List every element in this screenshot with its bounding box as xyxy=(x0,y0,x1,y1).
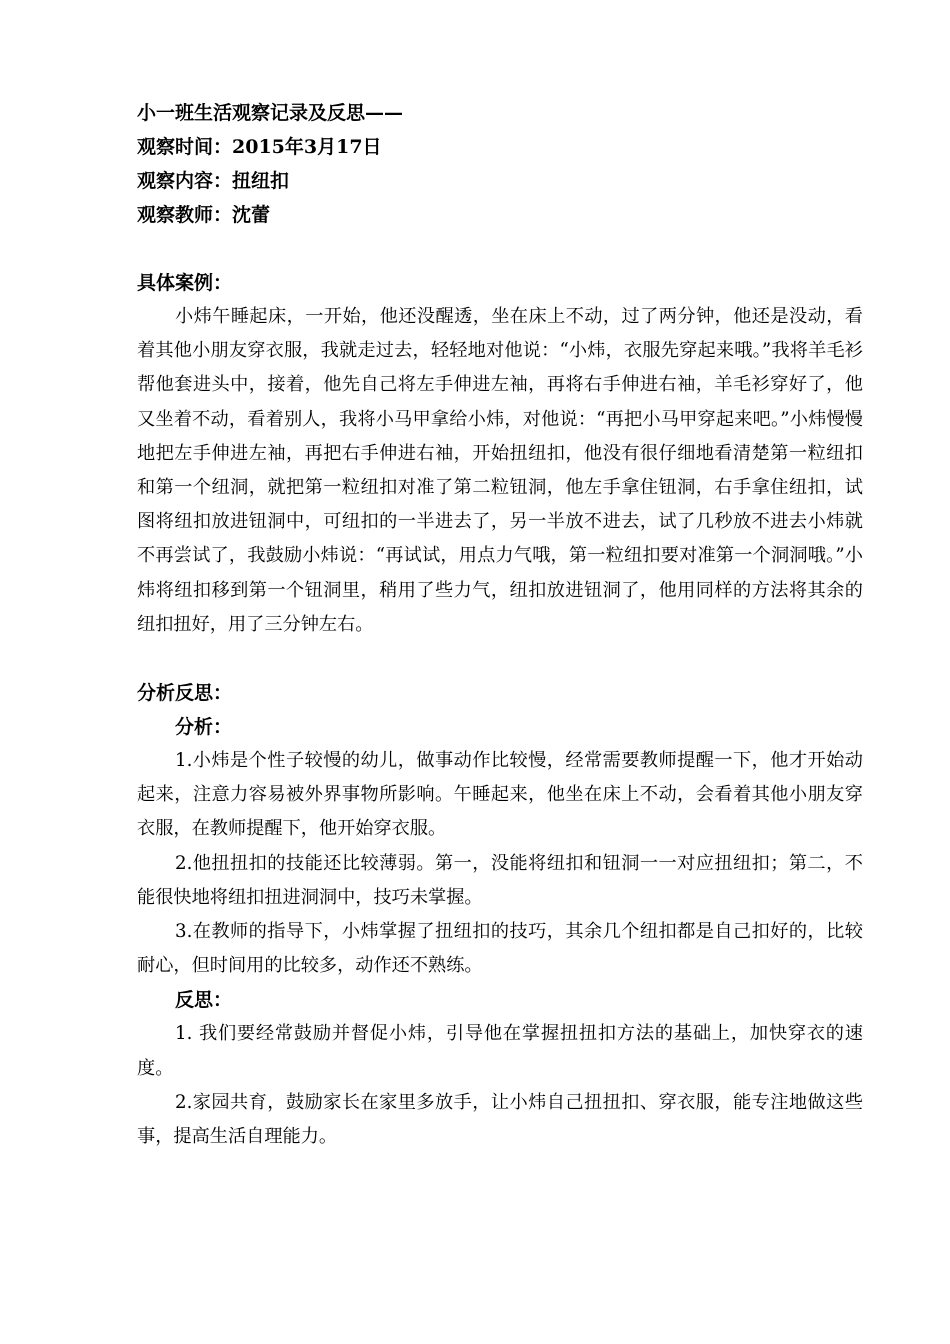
document-title: 小一班生活观察记录及反思—— xyxy=(137,102,404,124)
spacer xyxy=(137,642,863,676)
observation-time: 观察时间：2015年3月17日 xyxy=(137,136,382,158)
reflection-item: 2.家园共育，鼓励家长在家里多放手，让小炜自己扭扭扣、穿衣服，能专注地做这些事，提高生活自理能力。 xyxy=(137,1091,863,1148)
case-heading: 具体案例： xyxy=(137,272,233,294)
analysis-item: 2.他扭扭扣的技能还比较薄弱。第一，没能将纽扣和钮洞一一对应扭纽扣；第二，不能很快地将纽扣扭进洞洞中，技巧未掌握。 xyxy=(137,852,863,908)
document-content xyxy=(137,96,863,1154)
reflection-item: 1. 我们要经常鼓励并督促小炜，引导他在掌握扭扭扣方法的基础上，加快穿衣的速度。 xyxy=(137,1023,863,1079)
reflection-label: 反思： xyxy=(175,989,233,1012)
spacer xyxy=(137,232,863,266)
observation-teacher: 观察教师：沈蕾 xyxy=(137,204,271,226)
case-body: 小炜午睡起床，一开始，他还没醒透，坐在床上不动，过了两分钟，他还是没动，看着其他小朋友穿衣服，我就走过去，轻轻地对他说：“小炜，衣服先穿起来哦。”我将羊毛衫帮他套进头中，接着，他先自己将左手伸进左袖，再将右手伸进右袖，羊毛衫穿好了，他又坐着不动，看着别人，我将小马甲拿给小炜，对他说：“再把小马甲穿起来吧。”小炜慢慢地把左手伸进左袖，再把右手伸进右袖，开始扭纽扣，他没有很仔细地看清楚第一粒纽扣和第一个纽洞，就把第一粒纽扣对准了第二粒钮洞，他左手拿住钮洞，右手拿住纽扣，试图将纽扣放进钮洞中，可纽扣的一半进去了，另一半放不进去，试了几秒放不进去小炜就不再尝试了，我鼓励小炜说：“再试试，用点力气哦，第一粒纽扣要对准第一个洞洞哦。”小炜将纽扣移到第一个钮洞里，稍用了些力气，纽扣放进钮洞了，他用同样的方法将其余的纽扣扭好，用了三分钟左右。 xyxy=(137,306,863,635)
analysis-item: 1.小炜是个性子较慢的幼儿，做事动作比较慢，经常需要教师提醒一下，他才开始动起来，注意力容易被外界事物所影响。午睡起来，他坐在床上不动，会看着其他小朋友穿衣服，在教师提醒下，他开始穿衣服。 xyxy=(137,750,863,840)
analysis-label: 分析： xyxy=(175,716,233,739)
analysis-item: 3.在教师的指导下，小炜掌握了扭纽扣的技巧，其余几个纽扣都是自己扣好的，比较耐心，但时间用的比较多，动作还不熟练。 xyxy=(137,921,863,977)
analysis-heading: 分析反思： xyxy=(137,682,233,705)
observation-content: 观察内容：扭纽扣 xyxy=(137,170,290,192)
